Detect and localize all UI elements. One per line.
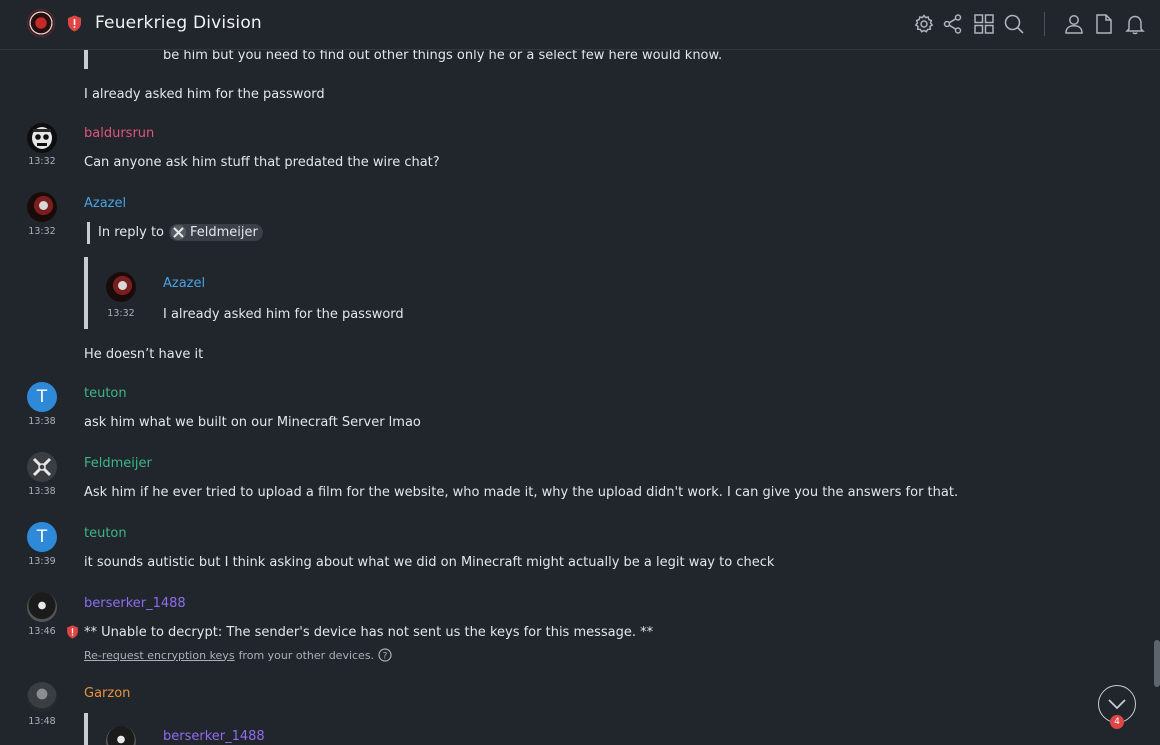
- avatar[interactable]: [27, 123, 57, 153]
- reply-prefix: In reply to: [98, 225, 165, 240]
- message-timestamp: 13:38: [28, 416, 56, 427]
- avatar[interactable]: T: [27, 382, 57, 412]
- quote-bar: [84, 257, 88, 329]
- shield-warning-icon: [67, 15, 82, 32]
- sender-name[interactable]: Garzon: [84, 686, 131, 701]
- reply-user-pill[interactable]: [169, 224, 263, 241]
- rerequest-keys-row: [84, 648, 392, 662]
- message-body: ask him what we built on our Minecraft Server lmao: [84, 415, 421, 430]
- sender-name[interactable]: Azazel: [84, 196, 127, 211]
- sender-name[interactable]: teuton: [84, 526, 127, 541]
- rerequest-keys-text: from your other devices.: [238, 648, 375, 662]
- files-icon[interactable]: [1093, 13, 1115, 35]
- svg-text:?: ?: [382, 651, 388, 662]
- sender-name[interactable]: Feldmeijer: [84, 456, 152, 471]
- sender-name[interactable]: berserker_1488: [84, 596, 186, 611]
- apps-icon[interactable]: [973, 13, 995, 35]
- quoted-avatar[interactable]: [106, 726, 136, 745]
- message-timeline[interactable]: [0, 50, 1160, 745]
- quote-bar: [84, 50, 88, 69]
- search-icon[interactable]: [1003, 13, 1025, 35]
- quoted-sender-name[interactable]: berserker_1488: [163, 729, 265, 744]
- unread-count-badge: 4: [1110, 715, 1124, 729]
- help-icon[interactable]: [378, 648, 392, 662]
- avatar[interactable]: [27, 452, 57, 482]
- message-timestamp: 13:48: [28, 716, 56, 727]
- settings-icon[interactable]: [913, 13, 935, 35]
- avatar[interactable]: [27, 592, 57, 622]
- reply-bar: [87, 222, 90, 244]
- crossed-swords-icon: [27, 452, 57, 482]
- message-body: Can anyone ask him stuff that predated the wire chat?: [84, 155, 440, 170]
- members-icon[interactable]: [1063, 13, 1085, 35]
- quoted-avatar[interactable]: [106, 272, 136, 302]
- message-body: I already asked him for the password: [84, 87, 325, 102]
- room-title[interactable]: Feuerkrieg Division: [95, 13, 262, 33]
- message-timestamp: 13:39: [28, 556, 56, 567]
- message-timestamp: 13:32: [28, 156, 56, 167]
- reply-user-name: Feldmeijer: [190, 225, 258, 240]
- message-timestamp: 13:32: [28, 226, 56, 237]
- message-body: it sounds autistic but I think asking about what we did on Minecraft might actually be a legit way to check: [84, 555, 775, 570]
- rerequest-keys-link[interactable]: Re-request encryption keys: [84, 648, 235, 662]
- message-body: He doesn’t have it: [84, 347, 204, 362]
- quoted-timestamp: 13:32: [107, 308, 135, 319]
- skull-icon: [27, 123, 57, 153]
- timeline-scrollbar[interactable]: [1154, 640, 1160, 687]
- avatar[interactable]: [27, 192, 57, 222]
- notifications-icon[interactable]: [1124, 13, 1146, 35]
- reply-indicator: [98, 224, 263, 241]
- sender-name[interactable]: teuton: [84, 386, 127, 401]
- undecryptable-message: ** Unable to decrypt: The sender's device has not sent us the keys for this message. **: [84, 625, 654, 640]
- message-timestamp: 13:38: [28, 486, 56, 497]
- avatar[interactable]: [27, 682, 57, 712]
- room-header: [0, 0, 1160, 50]
- quoted-message-body: I already asked him for the password: [163, 307, 404, 322]
- room-avatar[interactable]: [27, 9, 55, 37]
- quote-bar: [84, 713, 88, 745]
- header-divider: [1044, 12, 1045, 36]
- crossed-swords-icon: [171, 225, 186, 240]
- quoted-message-body: be him but you need to find out other things only he or a select few here would know.: [163, 50, 723, 63]
- quoted-sender-name[interactable]: Azazel: [163, 276, 206, 291]
- message-body: Ask him if he ever tried to upload a film for the website, who made it, why the upload didn't work. I can give you the answers for that.: [84, 485, 959, 500]
- decryption-warning-icon: [66, 625, 79, 639]
- message-timestamp: 13:46: [28, 626, 56, 637]
- share-icon[interactable]: [942, 13, 964, 35]
- avatar[interactable]: T: [27, 522, 57, 552]
- sender-name[interactable]: baldursrun: [84, 126, 155, 141]
